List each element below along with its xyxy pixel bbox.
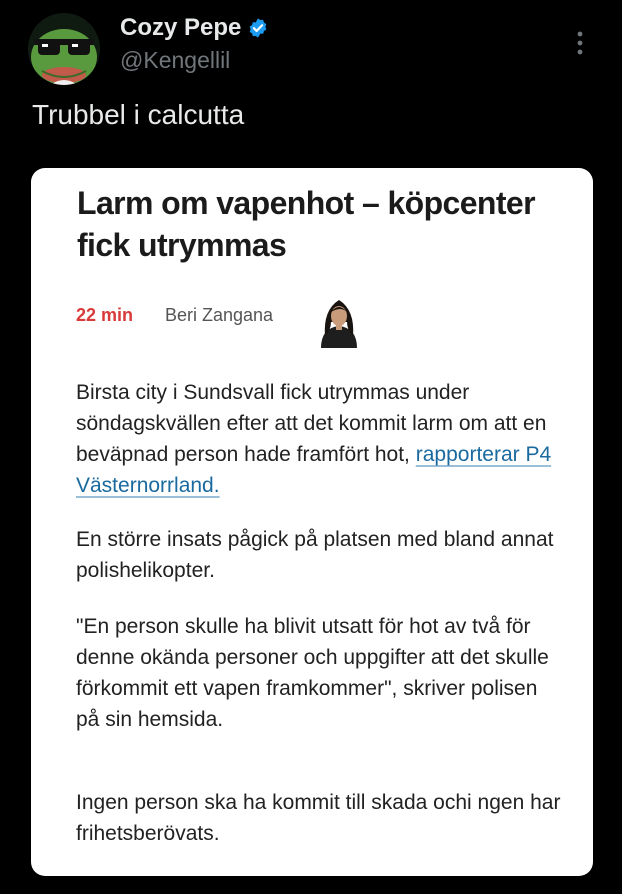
author-display-name[interactable] bbox=[120, 14, 269, 42]
article-author: Beri Zangana bbox=[165, 305, 274, 325]
pepe-avatar-icon[interactable] bbox=[28, 13, 100, 85]
paragraph-text: Birsta city i Sundsvall fick utrymmas under söndagskvällen efter att det kommit larm om att en beväpnad person hade framfört hot, bbox=[76, 381, 547, 466]
article-headline: Larm om vapenhot – köpcenter fick utrymmas bbox=[77, 185, 535, 263]
author-handle[interactable]: @Kengellil bbox=[120, 47, 231, 73]
article-paragraph: Ingen person ska ha kommit till skada ochi ngen har frihetsberövats. bbox=[76, 791, 561, 845]
article-paragraph bbox=[76, 377, 566, 501]
source-link[interactable]: rapporterar P4 Västernorrland. bbox=[76, 443, 552, 497]
article-time: 22 min bbox=[76, 305, 134, 325]
author-photo bbox=[311, 292, 367, 348]
more-options-icon[interactable] bbox=[570, 28, 590, 58]
article-paragraph: "En person skulle ha blivit utsatt för hot av två för denne okända personer och uppgifter att det skulle förkommit ett vapen framkommer", skriver polisen på sin hemsida. bbox=[76, 615, 549, 731]
author-name-text[interactable]: Cozy Pepe bbox=[120, 14, 242, 41]
tweet-text: Trubbel i calcutta bbox=[32, 99, 245, 130]
article-image-card[interactable] bbox=[31, 168, 593, 876]
article-paragraph: En större insats pågick på platsen med bland annat polishelikopter. bbox=[76, 528, 554, 582]
verified-badge-icon bbox=[247, 17, 269, 39]
